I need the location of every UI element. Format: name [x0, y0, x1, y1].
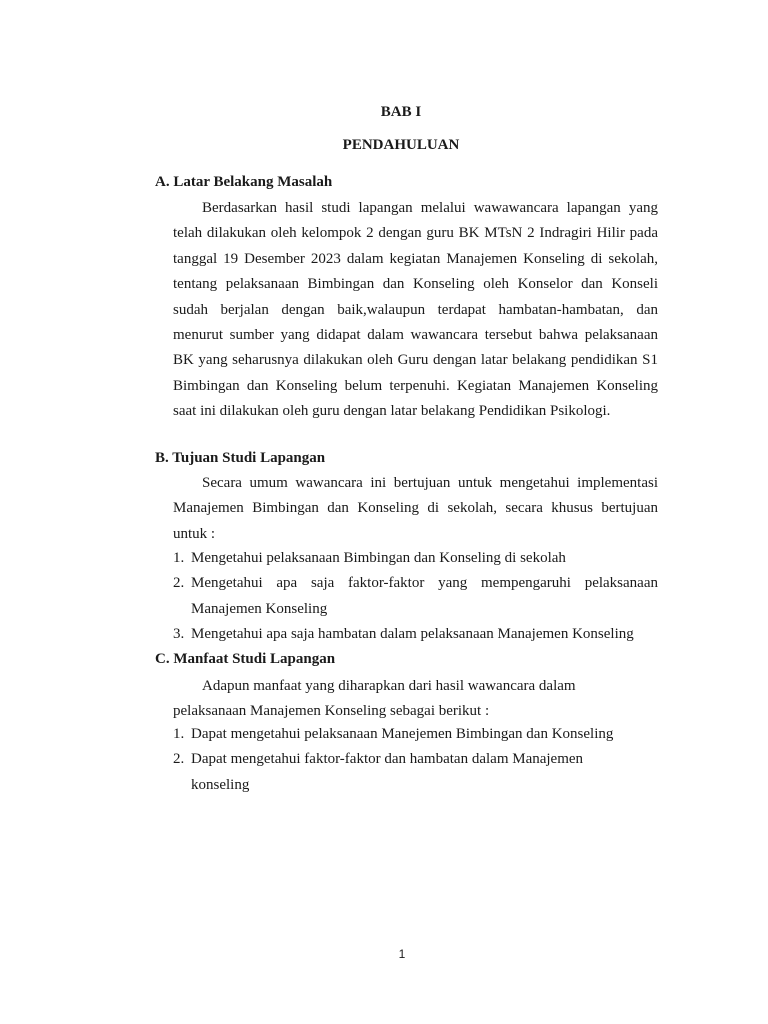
list-item	[173, 722, 658, 747]
list-item-text: Dapat mengetahui pelaksanaan Manejemen Bimbingan dan Konseling	[191, 726, 614, 742]
tujuan-list	[173, 546, 658, 648]
list-item	[173, 571, 658, 622]
list-item-number: 1.	[173, 550, 185, 566]
section-paragraph-tujuan: Secara umum wawancara ini bertujuan untuk mengetahui implementasi Manajemen Bimbingan dan Konseling di sekolah, secara khusus bertujuan untuk :	[173, 475, 658, 542]
section-paragraph-latar-belakang: Berdasarkan hasil studi lapangan melalui wawawancara lapangan yang telah dilakukan oleh kelompok 2 dengan guru BK MTsN 2 Indragiri Hilir pada tanggal 19 Desember 2023 dalam kegiatan Manajemen Konseling di sekolah, tentang pelaksanaan Bimbingan dan Konseling oleh Konselor dan Konseli sudah berjalan dengan baik,walaupun terdapat hambatan-hambatan, dan menurut sumber yang didapat dalam wawancara tersebut bahwa pelaksanaan BK yang seharusnya dilakukan oleh Guru dengan latar belakang pendidikan S1 Bimbingan dan Konseling belum terpenuhi. Kegiatan Manajemen Konseling saat ini dilakukan oleh guru dengan latar belakang Pendidikan Psikologi.	[173, 200, 658, 420]
chapter-title: PENDAHULUAN	[342, 137, 460, 153]
list-item-text: Mengetahui apa saja hambatan dalam pelaksanaan Manajemen Konseling	[191, 626, 634, 643]
list-item-number: 3.	[173, 626, 185, 643]
list-item-number: 2.	[173, 751, 185, 768]
page-number: 1	[398, 947, 406, 961]
list-item-text: Mengetahui pelaksanaan Bimbingan dan Konseling di sekolah	[191, 550, 566, 566]
list-item-number: 1.	[173, 726, 185, 742]
section-heading-manfaat: C. Manfaat Studi Lapangan	[155, 651, 336, 667]
list-item	[173, 622, 658, 647]
section-heading-tujuan: B. Tujuan Studi Lapangan	[155, 450, 326, 466]
section-heading-latar-belakang: A. Latar Belakang Masalah	[155, 174, 333, 190]
section-paragraph-manfaat: Adapun manfaat yang diharapkan dari hasil wawancara dalam pelaksanaan Manajemen Konseling sebagai berikut :	[173, 678, 576, 720]
list-item	[173, 747, 658, 798]
manfaat-list	[173, 722, 658, 798]
list-item-number: 2.	[173, 575, 185, 592]
list-item-text: Dapat mengetahui faktor-faktor dan hambatan dalam Manajemen konseling	[191, 751, 584, 793]
list-item	[173, 546, 658, 571]
chapter-label: BAB I	[380, 104, 422, 120]
list-item-text: Mengetahui apa saja faktor-faktor yang mempengaruhi pelaksanaan Manajemen Konseling	[191, 575, 658, 617]
